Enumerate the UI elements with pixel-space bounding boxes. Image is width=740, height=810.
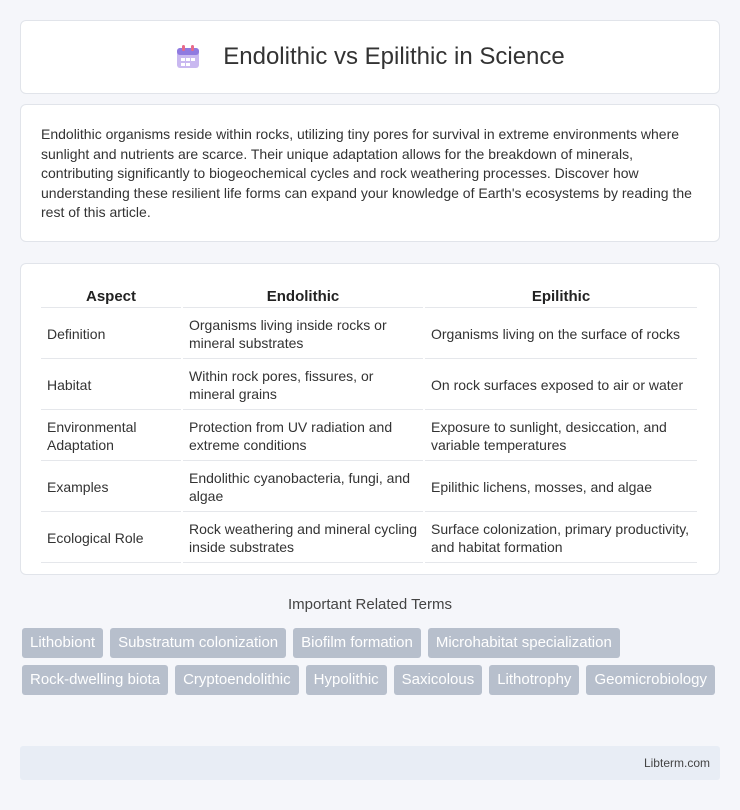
table-row	[41, 310, 697, 359]
related-term-tag[interactable]: Cryptoendolithic	[175, 665, 299, 695]
related-term-tag[interactable]: Lithotrophy	[489, 665, 579, 695]
table-cell: Examples	[41, 463, 181, 512]
table-cell: Rock weathering and mineral cycling inside substrates	[183, 514, 423, 563]
related-term-tag[interactable]: Substratum colonization	[110, 628, 286, 658]
table-row	[41, 412, 697, 461]
comparison-table	[39, 282, 699, 565]
table-cell: Organisms living inside rocks or mineral substrates	[183, 310, 423, 359]
related-terms-title: Important Related Terms	[288, 596, 452, 613]
table-cell: Ecological Role	[41, 514, 181, 563]
related-term-tag[interactable]: Lithobiont	[22, 628, 103, 658]
table-cell: Definition	[41, 310, 181, 359]
table-row	[41, 361, 697, 410]
header-aspect: Aspect	[41, 284, 181, 308]
table-row	[41, 514, 697, 563]
table-cell: Habitat	[41, 361, 181, 410]
table-cell: On rock surfaces exposed to air or water	[425, 361, 697, 410]
related-term-tag[interactable]: Saxicolous	[394, 665, 483, 695]
related-term-tag[interactable]: Rock-dwelling biota	[22, 665, 168, 695]
comparison-table-card	[20, 263, 720, 575]
table-cell: Surface colonization, primary productivity, and habitat formation	[425, 514, 697, 563]
calendar-icon	[175, 44, 201, 70]
table-cell: Within rock pores, fissures, or mineral grains	[183, 361, 423, 410]
table-cell: Environmental Adaptation	[41, 412, 181, 461]
footer-site-link[interactable]: Libterm.com	[643, 756, 710, 770]
table-cell: Epilithic lichens, mosses, and algae	[425, 463, 697, 512]
table-header-row	[41, 284, 697, 308]
intro-text: Endolithic organisms reside within rocks, utilizing tiny pores for survival in extreme environments where sunlight and nutrients are scarce. Their unique adaptation allows for the breakdown of minerals, contributing significantly to biogeochemical cycles and rock weathering processes. Discover how understanding these resilient life forms can expand your knowledge of Earth's ecosystems by reading the rest of this article.	[41, 126, 692, 221]
table-cell: Protection from UV radiation and extreme conditions	[183, 412, 423, 461]
header-endolithic: Endolithic	[183, 284, 423, 308]
table-cell: Endolithic cyanobacteria, fungi, and algae	[183, 463, 423, 512]
header-epilithic: Epilithic	[425, 284, 697, 308]
title-card	[20, 20, 720, 94]
table-row	[41, 463, 697, 512]
related-terms-list	[22, 628, 722, 702]
page-title: Endolithic vs Epilithic in Science	[223, 43, 565, 70]
intro-card	[20, 104, 720, 242]
related-term-tag[interactable]: Hypolithic	[306, 665, 387, 695]
related-term-tag[interactable]: Geomicrobiology	[586, 665, 715, 695]
footer	[20, 746, 720, 780]
table-cell: Organisms living on the surface of rocks	[425, 310, 697, 359]
related-term-tag[interactable]: Biofilm formation	[293, 628, 421, 658]
related-term-tag[interactable]: Microhabitat specialization	[428, 628, 620, 658]
table-cell: Exposure to sunlight, desiccation, and variable temperatures	[425, 412, 697, 461]
